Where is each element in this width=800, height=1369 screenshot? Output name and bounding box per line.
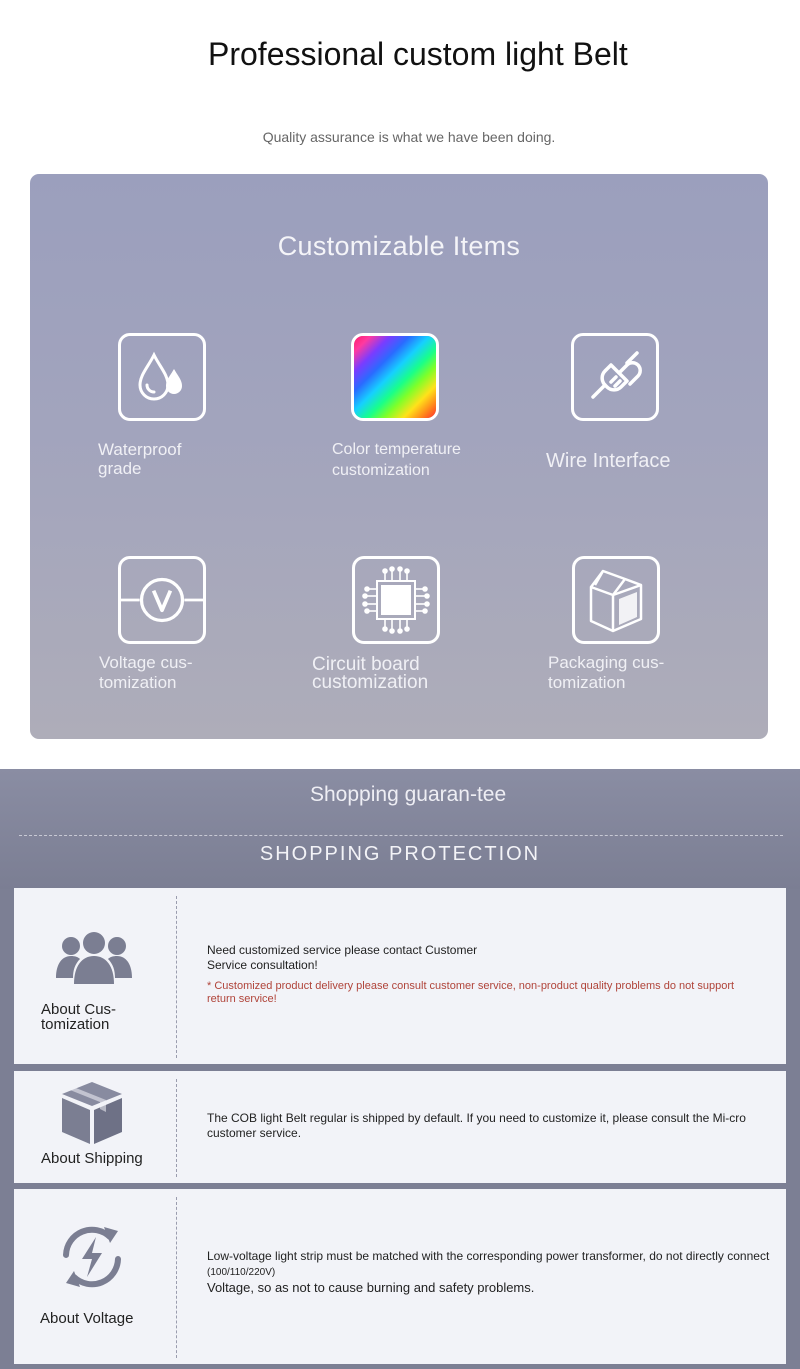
item-label-voltage: Voltage cus-tomization bbox=[99, 653, 193, 692]
item-label-wire-interface: Wire Interface bbox=[546, 450, 671, 472]
people-group-icon bbox=[54, 930, 134, 991]
circuit-chip-icon bbox=[352, 556, 440, 644]
voltage-v-icon bbox=[118, 556, 206, 644]
card-divider bbox=[176, 1197, 177, 1358]
rainbow-color-icon bbox=[351, 333, 439, 421]
card-label-customization: About Cus-tomization bbox=[41, 1001, 117, 1033]
water-drops-icon bbox=[118, 333, 206, 421]
card-divider bbox=[176, 896, 177, 1058]
guarantee-title: Shopping guaran-tee bbox=[310, 783, 507, 806]
card-divider bbox=[176, 1079, 177, 1177]
package-box-icon bbox=[572, 556, 660, 644]
card-text-voltage: Low-voltage light strip must be matched with the corresponding power transformer, do not directly connect bbox=[207, 1249, 770, 1263]
guarantee-card-shipping bbox=[14, 1071, 786, 1183]
card-text-voltage-2: Voltage, so as not to cause burning and safety problems. bbox=[207, 1280, 535, 1295]
card-note-customization: * Customized product delivery please consult customer service, non-product quality problems do not support return service! bbox=[207, 980, 735, 1005]
card-label-voltage: About Voltage bbox=[40, 1310, 134, 1327]
voltage-refresh-icon bbox=[52, 1221, 132, 1298]
shipping-box-icon bbox=[58, 1078, 126, 1151]
divider bbox=[19, 835, 783, 836]
customizable-items-panel bbox=[30, 174, 768, 739]
plug-connector-icon bbox=[571, 333, 659, 421]
page-subtitle: Quality assurance is what we have been doing. bbox=[262, 129, 556, 145]
customizable-items-title: Customizable Items bbox=[277, 231, 521, 261]
card-voltage-values: (100/110/220V) bbox=[207, 1267, 276, 1278]
card-label-shipping: About Shipping bbox=[41, 1150, 143, 1167]
guarantee-card-customization bbox=[14, 888, 786, 1064]
guarantee-header bbox=[0, 769, 800, 889]
guarantee-subtitle: SHOPPING PROTECTION bbox=[259, 843, 541, 865]
guarantee-card-voltage bbox=[14, 1189, 786, 1364]
item-label-circuit-board: Circuit board customization bbox=[312, 654, 429, 693]
item-label-waterproof: Waterproof grade bbox=[98, 440, 182, 478]
card-text-customization: Need customized service please contact Customer Service consultation! bbox=[207, 943, 478, 972]
item-label-packaging: Packaging cus-tomization bbox=[548, 653, 665, 692]
item-label-color-temperature: Color temperature customization bbox=[332, 441, 461, 479]
shopping-guarantee-section bbox=[0, 769, 800, 1369]
page-title: Professional custom light Belt bbox=[208, 36, 628, 72]
card-text-shipping: The COB light Belt regular is shipped by default. If you need to customize it, please consult the Mi-cro customer service. bbox=[207, 1111, 746, 1140]
